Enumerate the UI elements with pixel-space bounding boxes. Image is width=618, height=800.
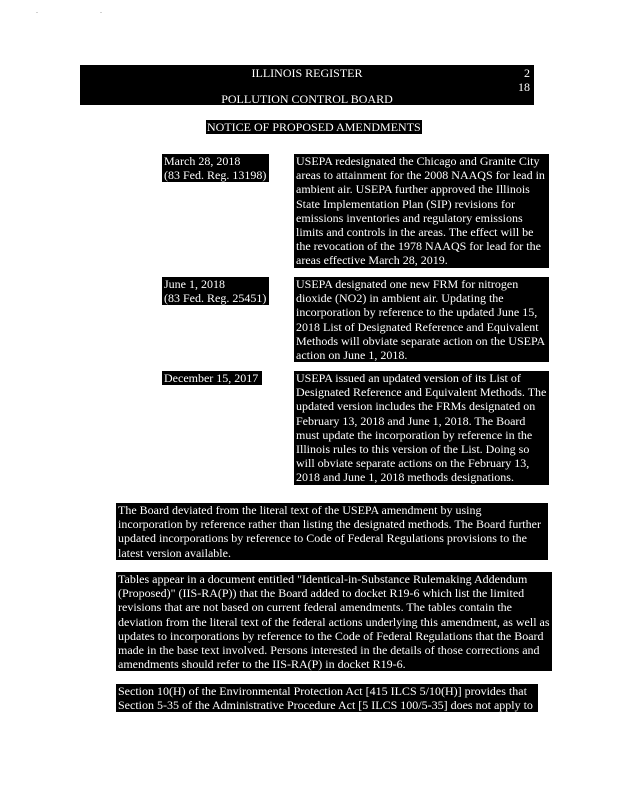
board-name: POLLUTION CONTROL BOARD <box>221 92 393 106</box>
entry-date: June 1, 2018 (83 Fed. Reg. 25451) <box>162 277 269 305</box>
entry-description: USEPA designated one new FRM for nitrogen dioxide (NO2) in ambient air. Updating the incorporation by reference to the updated June 15, 2018 List of Designated Reference and Equivalent Methods will obviate separate action on the USEPA action on June 1, 2018. <box>294 277 549 362</box>
register-title: ILLINOIS REGISTER <box>251 66 363 80</box>
entry-date: December 15, 2017 <box>162 371 262 385</box>
issue-number: 18 <box>518 80 530 94</box>
body-paragraph: Tables appear in a document entitled "Identical-in-Substance Rulemaking Addendum (Proposed)" (IIS-RA(P)) that the Board added to docket R19-6 which list the limited revisions that are not based on current federal amendments. The tables contain the deviation from the literal text of the federal actions underlying this amendment, as well as updates to incorporations by reference to the Code of Federal Regulations that the Board made in the base text involved. Persons interested in the details of those corrections and amendments should refer to the IIS-RA(P) in docket R19-6. <box>116 572 552 671</box>
page-number: 2 <box>524 66 530 80</box>
body-paragraph: Section 10(H) of the Environmental Protection Act [415 ILCS 5/10(H)] provides that Section 5-35 of the Administrative Procedure Act [5 ILCS 100/5-35] does not apply to <box>116 684 538 712</box>
scan-specks: . . <box>36 6 132 15</box>
register-header <box>80 65 534 105</box>
entry-description: USEPA redesignated the Chicago and Granite City areas to attainment for the 2008 NAAQS for lead in ambient air. USEPA further approved the Illinois State Implementation Plan (SIP) revisions for emissions inventories and regulatory emissions limits and controls in the areas. The effect will be the revocation of the 1978 NAAQS for lead for the areas effective March 28, 2019. <box>294 154 549 268</box>
body-paragraph: The Board deviated from the literal text of the USEPA amendment by using incorporation by reference rather than listing the designated methods. The Board further updated incorporations by reference to Code of Federal Regulations provisions to the latest version available. <box>116 503 548 560</box>
entry-description: USEPA issued an updated version of its List of Designated Reference and Equivalent Methods. The updated version includes the FRMs designated on February 13, 2018 and June 1, 2018. The Board must update the incorporation by reference in the Illinois rules to this version of the List. Doing so will obviate separate actions on the February 13, 2018 and June 1, 2018 methods designations. <box>294 371 549 485</box>
notice-title: NOTICE OF PROPOSED AMENDMENTS <box>207 120 421 134</box>
entry-date: March 28, 2018 (83 Fed. Reg. 13198) <box>162 154 269 182</box>
